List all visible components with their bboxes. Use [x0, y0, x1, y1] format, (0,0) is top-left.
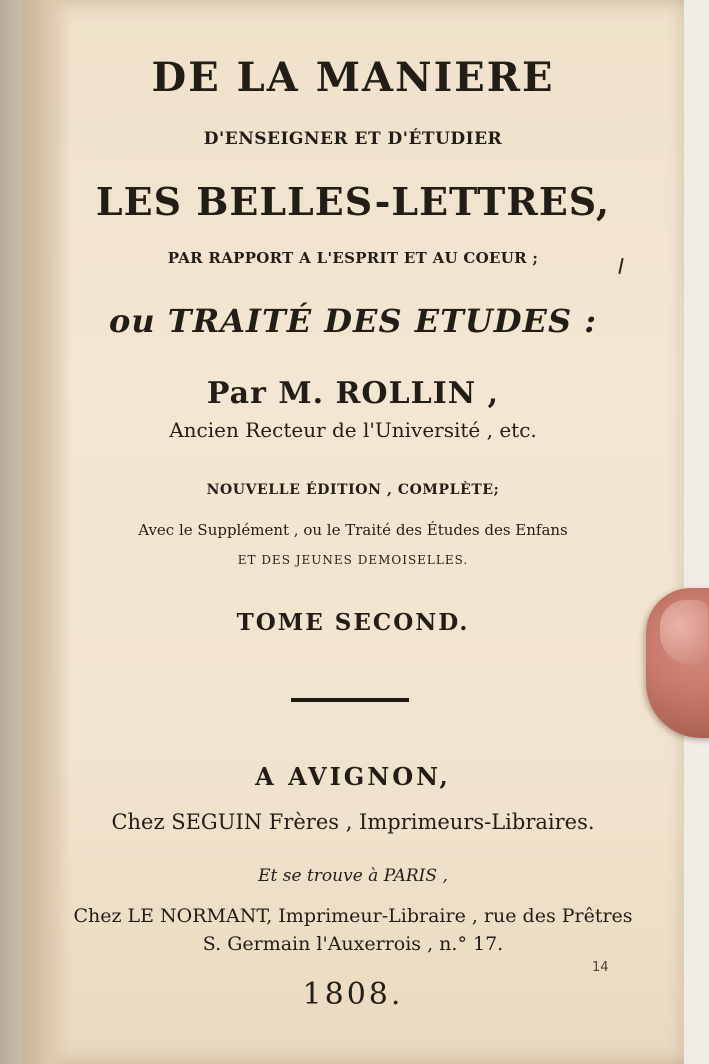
- supplement-line-1: Avec le Supplément , ou le Traité des Études des Enfans: [138, 521, 568, 539]
- title-line-5: ou TRAITÉ DES ETUDES :: [109, 302, 597, 340]
- fingernail: [660, 600, 708, 664]
- paris-seller-line-2: S. Germain l'Auxerrois , n.° 17.: [202, 933, 504, 955]
- divider-rule: [291, 698, 409, 702]
- supplement-line-2: ET DES JEUNES DEMOISELLES.: [237, 553, 469, 567]
- author-title: Ancien Recteur de l'Université , etc.: [169, 418, 537, 442]
- title-line-2: D'ENSEIGNER ET D'ÉTUDIER: [203, 129, 503, 149]
- city-line: A AVIGNON,: [255, 762, 451, 791]
- edition-line: NOUVELLE ÉDITION , COMPLÈTE;: [206, 482, 500, 498]
- also-found-line: Et se trouve à PARIS ,: [258, 866, 448, 886]
- author-line: Par M. ROLLIN ,: [206, 376, 500, 411]
- year-line: 1808.: [302, 977, 404, 1012]
- paris-seller-line-1: Chez LE NORMANT, Imprimeur-Libraire , rue des Prêtres: [73, 905, 633, 927]
- title-line-1: DE LA MANIERE: [151, 54, 555, 101]
- pencil-annotation: 14: [592, 960, 609, 975]
- title-line-3: LES BELLES-LETTRES,: [95, 179, 611, 224]
- volume-line: TOME SECOND.: [236, 609, 470, 636]
- title-line-4: PAR RAPPORT A L'ESPRIT ET AU COEUR ;: [167, 249, 539, 267]
- publisher-line: Chez SEGUIN Frères , Imprimeurs-Libraires.: [111, 810, 595, 834]
